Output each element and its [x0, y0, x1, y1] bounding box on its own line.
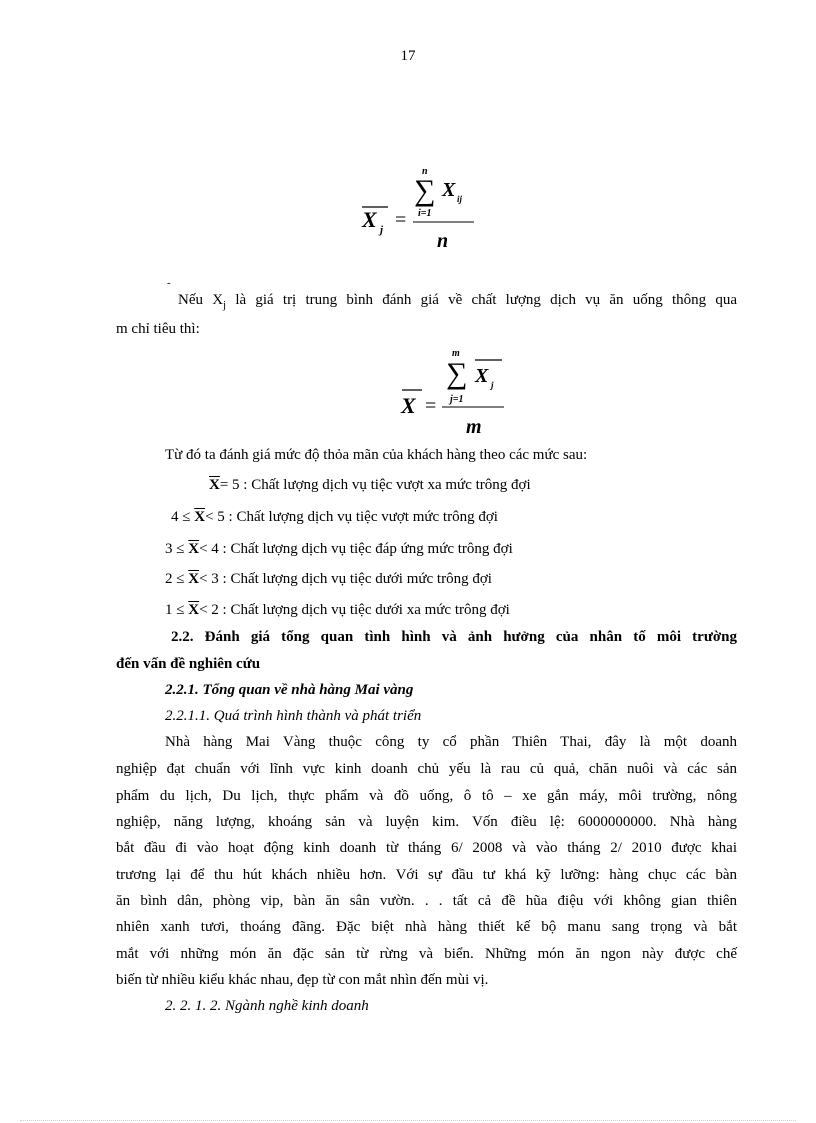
- formula2-sum-upper: m: [452, 348, 460, 359]
- formula1-denominator: n: [437, 230, 449, 252]
- formula2-lhs-var: X: [401, 393, 416, 418]
- body-line-4: nghiệp, năng lượng, khoáng sản và luyện kim. Vốn điều lệ: 6000000000. Nhà hàng: [116, 814, 737, 830]
- body-line-8: nhiên xanh tươi, thoáng đãng. Đặc biệt nhà hàng thiết kế bộ manu sang trọng và bắt: [116, 919, 737, 935]
- body-line-6: trương lại để thu hút khách nhiều hơn. Với sự đầu tư khá kỹ lưỡng: hàng chục các bàn: [116, 867, 737, 883]
- scale-line-4: $2 \le \overline{X}< 3$ : Chất lượng dịch vụ tiệc dưới mức trông đợi: [165, 571, 492, 587]
- scale-line-2: $4 \le \overline{X}< 5$ : Chất lượng dịch vụ tiệc vượt mức trông đợi: [171, 509, 498, 525]
- formula2-denominator: m: [466, 416, 482, 438]
- formula1-lhs-var: X: [362, 207, 377, 232]
- scale-2-var: $\overline{X}$: [194, 509, 206, 525]
- scale-5-var: $\overline{X}$: [188, 602, 200, 618]
- section-2-2-1-2-heading: 2. 2. 1. 2. Ngành nghề kinh doanh: [165, 998, 369, 1014]
- formula-overall-mean: [392, 340, 522, 440]
- body-line-2: nghiệp đạt chuẩn với lĩnh vực kinh doanh chủ yếu là rau củ quả, chăn nuôi và các sản: [116, 761, 737, 777]
- formula1-sum-lower: i=1: [418, 208, 432, 219]
- body-line-9: mắt với những món ăn đặc sản từ rừng và biển. Những món ăn ngon này được chế: [116, 946, 737, 962]
- formula1-term-sub: ij: [457, 194, 463, 204]
- intro-line-1: [178, 291, 737, 315]
- intro-line-1-pre: Nếu X: [178, 292, 224, 308]
- formula1-term-var: X: [442, 179, 456, 201]
- body-line-1: Nhà hàng Mai Vàng thuộc công ty cổ phần Thiên Thai, đây là một doanh: [165, 734, 737, 750]
- scale-line-5: $1 \le \overline{X}< 2$ : Chất lượng dịch vụ tiệc dưới xa mức trông đợi: [165, 602, 510, 618]
- intro-line-1-post: là giá trị trung bình đánh giá về chất lượng dịch vụ ăn uống thông qua: [226, 292, 737, 308]
- bullet-dash: -: [167, 277, 171, 289]
- formula2-equals: =: [425, 395, 437, 417]
- body-line-3: phẩm du lịch, Du lịch, thực phẩm và đồ uống, ô tô – xe gắn máy, môi trường, nông: [116, 788, 737, 804]
- formula1-lhs-sub: j: [380, 224, 384, 236]
- page-bottom-rule: [20, 1120, 796, 1121]
- intro-line-2: m chỉ tiêu thì:: [116, 321, 200, 337]
- formula2-term-var: X: [475, 365, 489, 387]
- section-2-2-heading-line-2: đến vấn đề nghiên cứu: [116, 656, 261, 672]
- formula1-sum-symbol: ∑: [414, 174, 436, 207]
- formula1-sum-upper: n: [422, 166, 428, 177]
- scale-3-var: $\overline{X}$: [188, 541, 200, 557]
- scale-1-var: $\overline{X}$: [209, 477, 220, 493]
- intro-line-1-sub: j: [223, 299, 227, 311]
- formula2-sum-lower: j=1: [450, 394, 464, 405]
- section-2-2-1-heading: 2.2.1. Tổng quan về nhà hàng Mai vàng: [165, 682, 414, 698]
- body-line-10: biến từ nhiều kiểu khác nhau, đẹp từ con mắt nhìn đến mùi vị.: [116, 972, 489, 988]
- formula2-term-sub: j: [491, 380, 494, 390]
- body-line-7: ăn bình dân, phòng vip, bàn ăn sân vườn. . . tất cả đề hũa điệu với không gian thiên: [116, 893, 737, 909]
- scale-line-1: $\overline{X}= 5$ : Chất lượng dịch vụ tiệc vượt xa mức trông đợi: [209, 477, 531, 493]
- body-line-5: bắt đầu đi vào hoạt động kinh doanh từ tháng 6/ 2008 và vào tháng 2/ 2010 được khai: [116, 840, 737, 856]
- section-2-2-1-1-heading: 2.2.1.1. Quá trình hình thành và phát triển: [165, 708, 422, 724]
- section-2-2-heading-line-1: 2.2. Đánh giá tổng quan tình hình và ảnh hưởng của nhân tố môi trường: [171, 629, 737, 645]
- formula1-equals: =: [395, 209, 407, 231]
- formula-mean-xj: [352, 160, 492, 260]
- page-number: 17: [400, 48, 416, 64]
- scale-intro: Từ đó ta đánh giá mức độ thỏa mãn của khách hàng theo các mức sau:: [165, 447, 588, 463]
- formula2-sum-symbol: ∑: [446, 357, 468, 390]
- scale-4-var: $\overline{X}$: [188, 571, 200, 587]
- scale-line-3: $3 \le \overline{X}< 4$ : Chất lượng dịch vụ tiệc đáp ứng mức trông đợi: [165, 541, 513, 557]
